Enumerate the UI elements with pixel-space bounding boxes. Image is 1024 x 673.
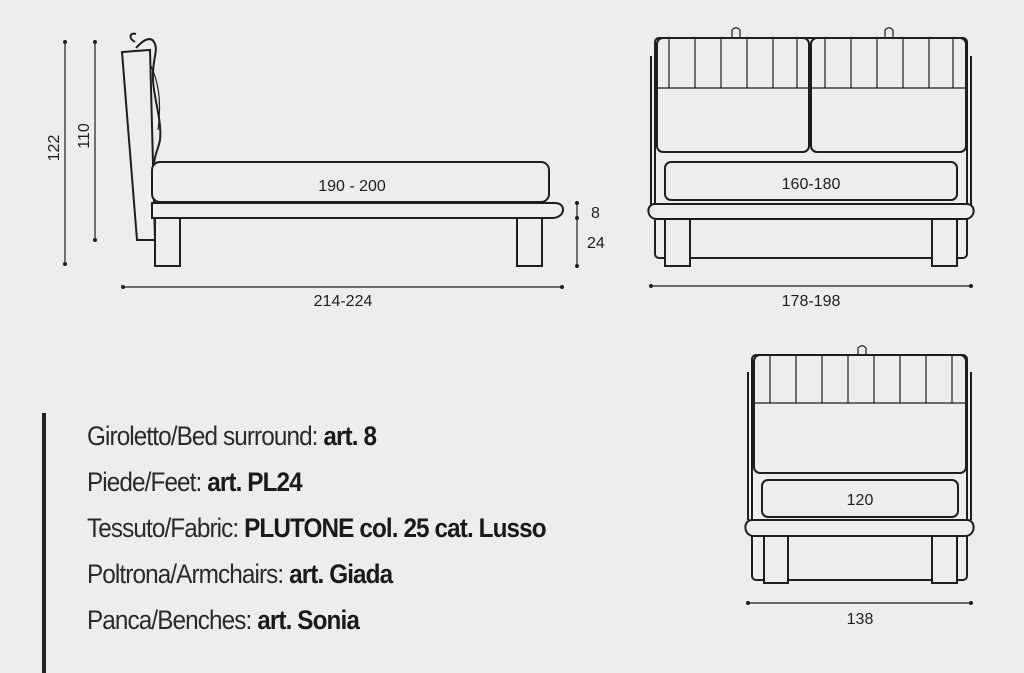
frame-single xyxy=(745,520,973,536)
foot-single-left xyxy=(764,536,788,583)
total-length-dimension xyxy=(121,285,564,310)
specifications-list xyxy=(42,413,597,673)
spec-value: PLUTONE col. 25 cat. Lusso xyxy=(244,513,546,543)
frame-side xyxy=(152,203,563,218)
spec-label: Tessuto/Fabric: xyxy=(87,513,245,543)
spec-value: art. PL24 xyxy=(207,467,302,497)
frame-double xyxy=(648,204,973,219)
spec-bed-surround xyxy=(87,413,546,459)
spec-value: art. Giada xyxy=(289,559,393,589)
mattress-side xyxy=(152,162,549,202)
mattress-length-label: 190 - 200 xyxy=(318,178,386,195)
spec-label: Poltrona/Armchairs: xyxy=(87,559,290,589)
total-width-single-label: 138 xyxy=(846,611,874,628)
height-dimension-122 xyxy=(46,40,67,266)
side-view xyxy=(46,34,605,310)
spec-label: Giroletto/Bed surround: xyxy=(87,421,324,451)
mattress-width-single-label: 120 xyxy=(846,492,874,509)
foot-side-left xyxy=(155,218,180,266)
foot-double-right xyxy=(932,219,957,266)
foot-side-right xyxy=(517,218,542,266)
frame-feet-dimension xyxy=(575,201,605,268)
height-dimension-110 xyxy=(76,40,97,242)
feet-height-label: 24 xyxy=(587,235,605,252)
front-view-double xyxy=(648,28,973,310)
spec-benches xyxy=(87,597,546,643)
front-view-single xyxy=(745,346,973,628)
spec-value: art. 8 xyxy=(323,421,377,451)
total-width-double-label: 178-198 xyxy=(781,293,841,310)
headboard-height-label: 110 xyxy=(76,123,93,149)
spec-value: art. Sonia xyxy=(257,605,359,635)
spec-label: Piede/Feet: xyxy=(87,467,208,497)
total-height-label: 122 xyxy=(46,134,63,162)
foot-double-left xyxy=(665,219,690,266)
frame-height-label: 8 xyxy=(591,205,600,222)
cushion-left xyxy=(657,38,809,152)
cushion-single xyxy=(754,355,966,473)
spec-fabric xyxy=(87,505,546,551)
spec-armchairs xyxy=(87,551,546,597)
foot-single-right xyxy=(932,536,957,583)
total-length-label: 214-224 xyxy=(313,293,373,310)
spec-label: Panca/Benches: xyxy=(87,605,258,635)
mattress-width-double-label: 160-180 xyxy=(781,176,841,193)
cushion-right xyxy=(811,38,966,152)
spec-feet xyxy=(87,459,546,505)
